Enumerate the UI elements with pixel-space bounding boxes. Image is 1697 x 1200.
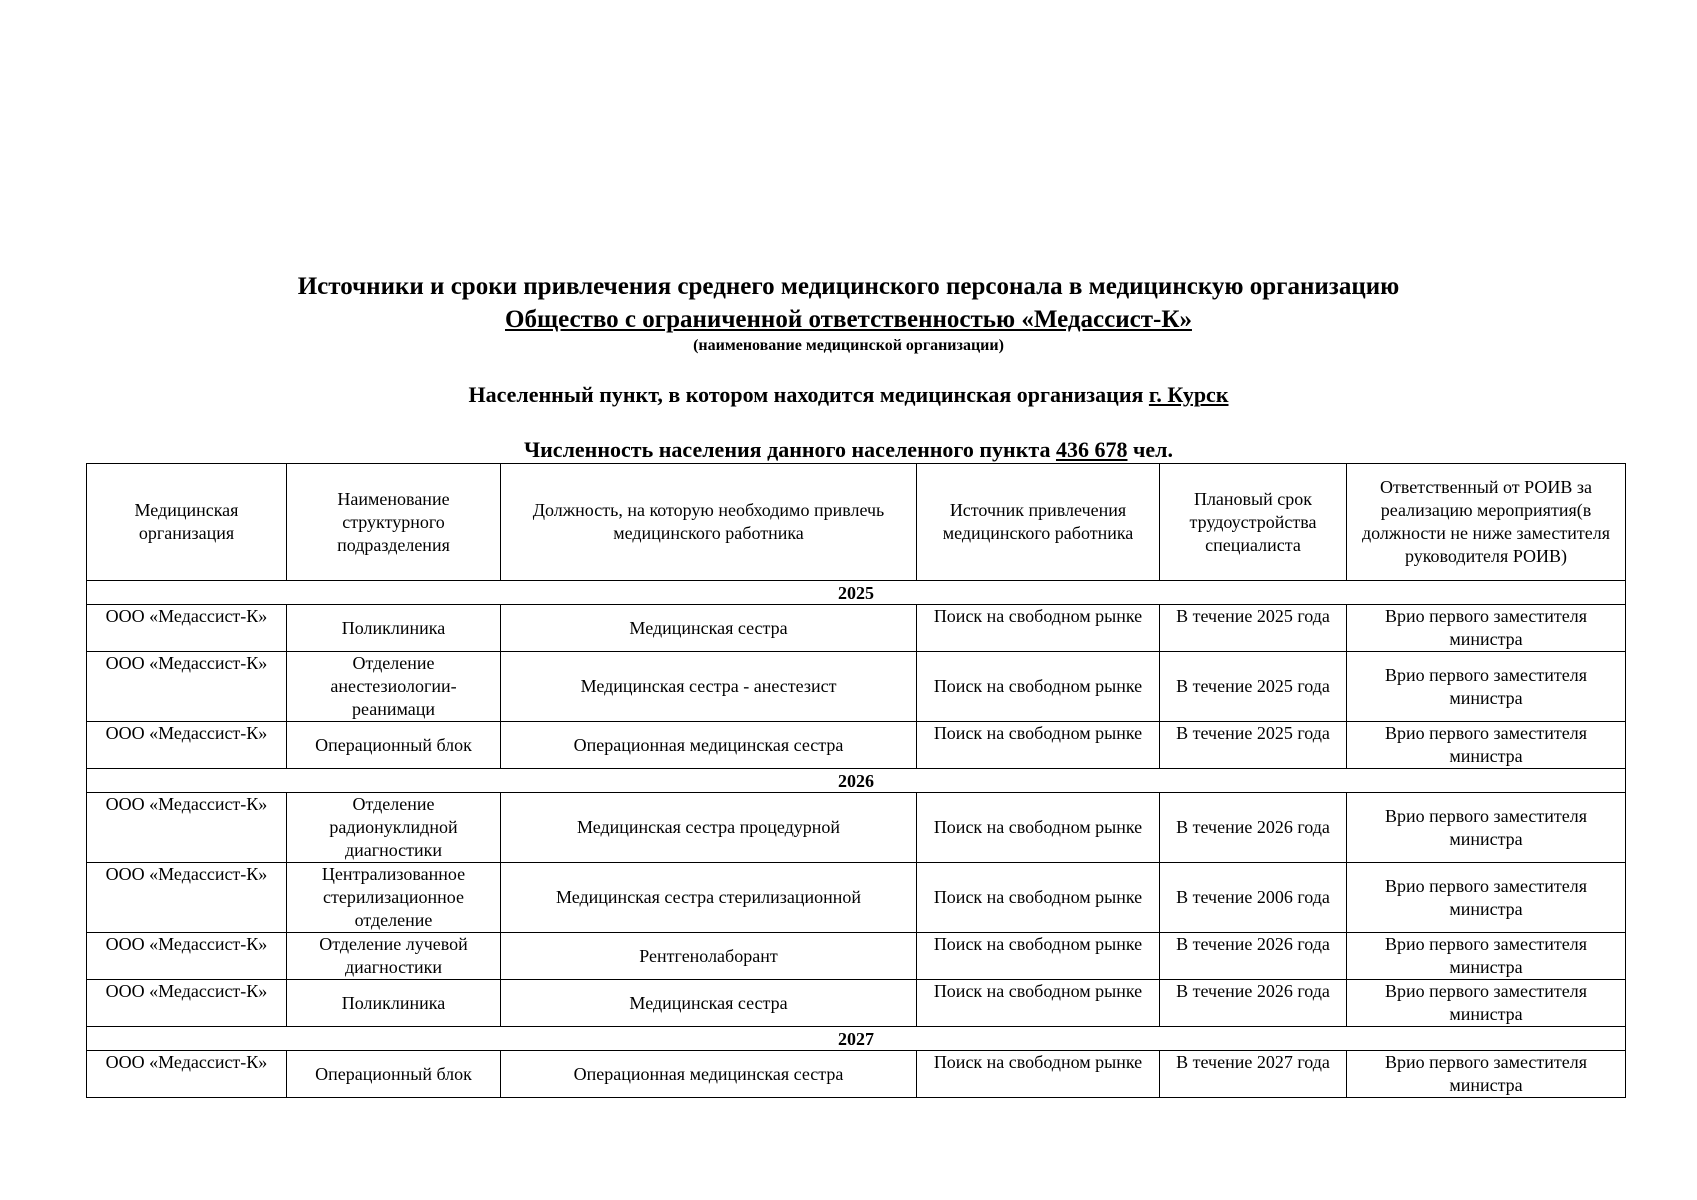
cell-organization: ООО «Медассист-К» bbox=[87, 933, 287, 980]
cell-source: Поиск на свободном рынке bbox=[917, 722, 1160, 769]
cell-organization: ООО «Медассист-К» bbox=[87, 722, 287, 769]
cell-department: Отделение анестезиологии-реанимаци bbox=[287, 652, 501, 722]
column-header: Должность, на которую необходимо привлечь медицинского работника bbox=[501, 464, 917, 581]
cell-position: Рентгенолаборант bbox=[501, 933, 917, 980]
cell-position: Медицинская сестра стерилизационной bbox=[501, 863, 917, 933]
cell-responsible: Врио первого заместителя министра bbox=[1347, 605, 1626, 652]
cell-responsible: Врио первого заместителя министра bbox=[1347, 793, 1626, 863]
organization-title bbox=[0, 305, 1697, 335]
cell-source: Поиск на свободном рынке bbox=[917, 933, 1160, 980]
cell-organization: ООО «Медассист-К» bbox=[87, 1051, 287, 1098]
cell-position: Медицинская сестра - анестезист bbox=[501, 652, 917, 722]
cell-responsible: Врио первого заместителя министра bbox=[1347, 980, 1626, 1027]
year-row bbox=[87, 769, 1626, 793]
cell-source: Поиск на свободном рынке bbox=[917, 793, 1160, 863]
cell-term: В течение 2025 года bbox=[1160, 722, 1347, 769]
cell-organization: ООО «Медассист-К» bbox=[87, 652, 287, 722]
cell-source: Поиск на свободном рынке bbox=[917, 652, 1160, 722]
city-value: г. Курск bbox=[1148, 382, 1229, 407]
cell-term: В течение 2026 года bbox=[1160, 980, 1347, 1027]
city-line bbox=[0, 381, 1697, 409]
column-header: Плановый срок трудоустройства специалиста bbox=[1160, 464, 1347, 581]
cell-term: В течение 2026 года bbox=[1160, 933, 1347, 980]
cell-department: Отделение радионуклидной диагностики bbox=[287, 793, 501, 863]
column-header: Наименование структурного подразделения bbox=[287, 464, 501, 581]
year-label: 2026 bbox=[87, 769, 1626, 793]
column-header: Медицинская организация bbox=[87, 464, 287, 581]
cell-responsible: Врио первого заместителя министра bbox=[1347, 722, 1626, 769]
cell-position: Операционная медицинская сестра bbox=[501, 722, 917, 769]
cell-term: В течение 2025 года bbox=[1160, 652, 1347, 722]
population-label: Численность населения данного населенного пункта bbox=[523, 437, 1051, 462]
table-row bbox=[87, 605, 1626, 652]
document-title: Источники и сроки привлечения среднего медицинского персонала в медицинскую организацию bbox=[297, 273, 1400, 300]
cell-department: Операционный блок bbox=[287, 1051, 501, 1098]
table-header-row bbox=[87, 464, 1626, 581]
column-header: Источник привлечения медицинского работника bbox=[917, 464, 1160, 581]
table-row bbox=[87, 793, 1626, 863]
population-line bbox=[0, 436, 1697, 464]
cell-department: Централизованное стерилизационное отделение bbox=[287, 863, 501, 933]
cell-position: Операционная медицинская сестра bbox=[501, 1051, 917, 1098]
cell-responsible: Врио первого заместителя министра bbox=[1347, 933, 1626, 980]
year-label: 2025 bbox=[87, 581, 1626, 605]
cell-department: Отделение лучевой диагностики bbox=[287, 933, 501, 980]
population-value: 436 678 bbox=[1055, 437, 1128, 462]
cell-organization: ООО «Медассист-К» bbox=[87, 863, 287, 933]
column-header: Ответственный от РОИВ за реализацию мероприятия(в должности не ниже заместителя руководителя РОИВ) bbox=[1347, 464, 1626, 581]
table-row bbox=[87, 980, 1626, 1027]
cell-organization: ООО «Медассист-К» bbox=[87, 793, 287, 863]
table-row bbox=[87, 863, 1626, 933]
year-label: 2027 bbox=[87, 1027, 1626, 1051]
cell-department: Поликлиника bbox=[287, 605, 501, 652]
cell-term: В течение 2026 года bbox=[1160, 793, 1347, 863]
cell-responsible: Врио первого заместителя министра bbox=[1347, 863, 1626, 933]
cell-position: Медицинская сестра bbox=[501, 980, 917, 1027]
cell-organization: ООО «Медассист-К» bbox=[87, 605, 287, 652]
cell-organization: ООО «Медассист-К» bbox=[87, 980, 287, 1027]
year-row bbox=[87, 1027, 1626, 1051]
cell-term: В течение 2006 года bbox=[1160, 863, 1347, 933]
staffing-table bbox=[86, 463, 1626, 1098]
cell-source: Поиск на свободном рынке bbox=[917, 980, 1160, 1027]
table-row bbox=[87, 1051, 1626, 1098]
table-row bbox=[87, 652, 1626, 722]
population-unit: чел. bbox=[1132, 437, 1173, 462]
cell-position: Медицинская сестра процедурной bbox=[501, 793, 917, 863]
cell-department: Операционный блок bbox=[287, 722, 501, 769]
cell-term: В течение 2027 года bbox=[1160, 1051, 1347, 1098]
city-label: Населенный пункт, в котором находится медицинская организация bbox=[468, 382, 1144, 407]
cell-department: Поликлиника bbox=[287, 980, 501, 1027]
cell-position: Медицинская сестра bbox=[501, 605, 917, 652]
cell-source: Поиск на свободном рынке bbox=[917, 1051, 1160, 1098]
cell-term: В течение 2025 года bbox=[1160, 605, 1347, 652]
cell-source: Поиск на свободном рынке bbox=[917, 605, 1160, 652]
organization-name: Общество с ограниченной ответственностью «Медассист-К» bbox=[505, 306, 1192, 333]
cell-responsible: Врио первого заместителя министра bbox=[1347, 652, 1626, 722]
cell-source: Поиск на свободном рынке bbox=[917, 863, 1160, 933]
year-row bbox=[87, 581, 1626, 605]
table-row bbox=[87, 722, 1626, 769]
cell-responsible: Врио первого заместителя министра bbox=[1347, 1051, 1626, 1098]
table-row bbox=[87, 933, 1626, 980]
organization-note: (наименование медицинской организации) bbox=[693, 337, 1004, 354]
